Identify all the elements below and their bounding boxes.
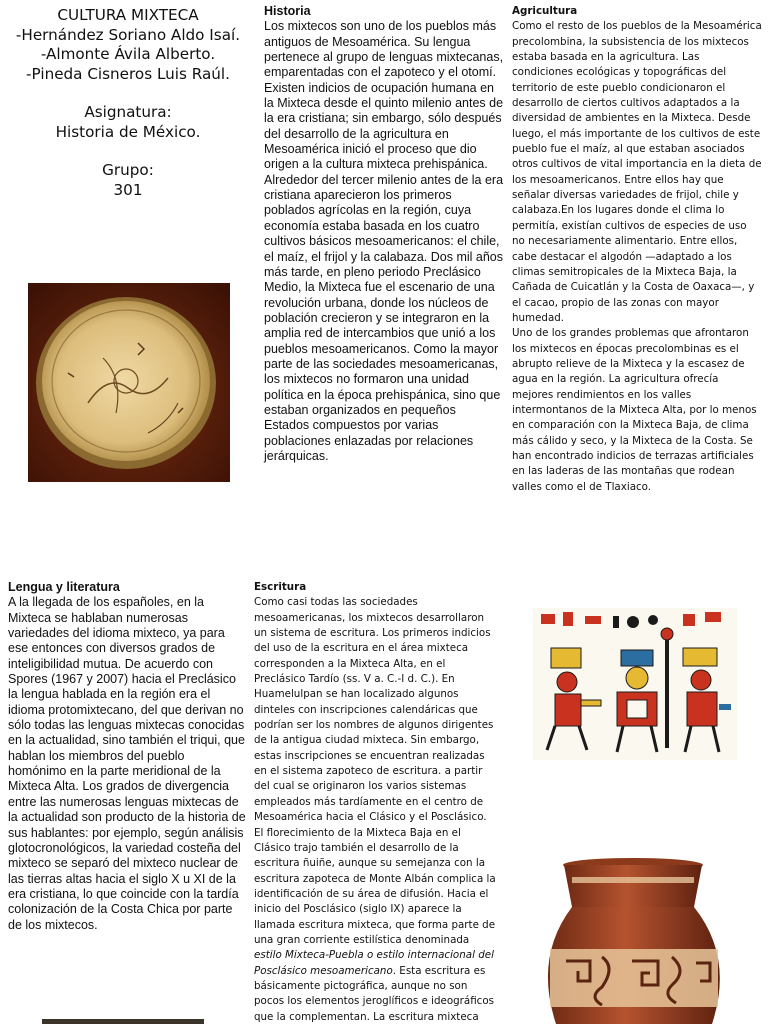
lengua-heading: Lengua y literatura xyxy=(8,580,120,594)
author-2: -Almonte Ávila Alberto. xyxy=(40,45,216,63)
author-1: -Hernández Soriano Aldo Isaí. xyxy=(15,25,241,44)
group-number: 301 xyxy=(113,180,143,199)
agricultura-paragraph-1: Como el resto de los pueblos de la Mesoamérica precolombina, la subsistencia de los mixtecos estaba basada en la agricultura. Las condiciones ecológicas y topográficas del territorio de este pueblo condicionaron el desarrollo de ciertos cultivos adaptados a la diversidad de ambientes en la Mixteca. Desde luego, el más importante de los cultivos de este pueblo fue el maíz, al que estaban asociados otros cultivos de vital importancia en la dieta de los mesoamericanos. Entre ellos hay que señalar diversas variedades de frijol, chile y calabaza.En los lugares donde el clima lo permitía, existían cultivos de especies de uso no necesariamente alimentario. Entre ellos, cabe destacar el algodón —adaptado a los climas semitropicales de la Mixteca Baja, la Cañada de Cuicatlán y la Costa de Oaxaca—, y el cacao, propio de las zonas con mayor humedad. xyxy=(512,20,762,324)
escritura-heading: Escritura xyxy=(254,581,307,593)
escritura-body-b: . Esta escritura es básicamente pictográfica, aunque no son pocos los elementos jeroglíficos e ideográficos que la complementan. La escritura mixteca xyxy=(254,964,495,1023)
subject-name: Historia de México. xyxy=(55,122,201,141)
bottom-image xyxy=(42,1019,204,1024)
bowl-image xyxy=(28,283,230,482)
escritura-body-italic: estilo Mixteca-Puebla o estilo internacional del Posclásico mesoamericano xyxy=(254,949,494,977)
historia-body: Los mixtecos son uno de los pueblos más antiguos de Mesoamérica. Su lengua pertenece al grupo de lenguas mixtecanas, emparentadas con el zapoteco y el otomí. Existen indicios de ocupación humana en la Mixteca desde el quinto milenio antes de la era cristiana; sin embargo, sólo después del desarrollo de la agricultura en Mesoamérica inició el proceso que dio origen a la cultura mixteca prehispánica. Alrededor del tercer milenio antes de la era cristiana aparecieron los primeros poblados agrícolas en la región, cuya economía estaba basada en los cuatro cultivos básicos mesoamericanos: el chile, el maíz, el frijol y la calabaza. Dos mil años más tarde, en pleno periodo Preclásico Medio, la Mixteca fue el escenario de una revolución urbana, donde los núcleos de población crecieron y se integraron en la amplia red de intercambios que unió a los pueblos mesoamericanos. Como la mayor parte de las sociedades mesoamericanas, los mixtecos no formaron una unidad política en la época prehispánica, sino que estaban organizados en pequeños Estados compuestos por varias poblaciones enlazadas por relaciones jerárquicas. xyxy=(264,19,504,463)
escritura-body-a: Como casi todas las sociedades mesoamericanas, los mixtecos desarrollaron un sistema de escritura. Los primeros indicios del uso de la escritura en el área mixteca corresponden a la Mixteca Alta, en el Preclásico Tardío (ss. V a. C.-I d. C.). En Huamelulpan se han localizado algunos dinteles con inscripciones calendáricas que podrían ser los nombres de algunos dirigentes de la antigua ciudad mixteca. Sin embargo, estas inscripciones se encuentran realizadas en el sistema zapoteco de escritura. a partir del cual se originaron los varios sistemas empleados más tardíamente en el centro de Mesoamérica hacia el Clásico y el Posclásico. El florecimiento de la Mixteca Baja en el Clásico trajo también el desarrollo de la escritura ñuiñe, aunque su semejanza con la escritura zapoteca de Monte Albán complica la identificación de su área de difusión. Hacia el inicio del Posclásico (siglo IX) aparece la llamada escritura mixteca, que forma parte de una gran corriente estilística denominada xyxy=(254,596,496,946)
lengua-section xyxy=(8,580,246,933)
group-label: Grupo: xyxy=(102,161,154,179)
vase-illustration xyxy=(536,857,732,1024)
lengua-body: A la llegada de los españoles, en la Mixteca se hablaban numerosas variedades del idioma mixteco, ya para ese entonces con diversos grados de inteligibilidad mutua. De acuerdo con Spores (1967 y 2007) hacia el Preclásico la lengua hablada en la región era el idioma protomixtecano, del que derivan no sólo todas las lenguas mixtecas conocidas en la actualidad, sino también el triqui, que hablan los miembros del pueblo homónimo en la parte meridional de la Mixteca Alta. Los grados de divergencia entre las numerosas lenguas mixtecas de la actualidad son producto de la historia de sus hablantes: por ejemplo, según análisis glotocronológicos, la variedad costeña del mixteco se separó del mixteco nuclear de las tierras altas hacia el siglo X u XI de la era cristiana, lo que coincide con la tardía colonización de la Costa Chica por parte de los mixtecos. xyxy=(8,595,246,932)
document-title: CULTURA MIXTECA xyxy=(57,6,199,24)
historia-heading: Historia xyxy=(264,4,311,18)
codex-illustration xyxy=(533,608,737,760)
agricultura-section xyxy=(512,4,762,495)
subject-label: Asignatura: xyxy=(84,103,172,121)
title-block xyxy=(0,6,256,200)
codex-image xyxy=(533,608,737,760)
escritura-body xyxy=(254,595,498,1024)
author-3: -Pineda Cisneros Luis Raúl. xyxy=(26,64,230,83)
vase-image xyxy=(536,857,732,1024)
agricultura-paragraph-2: Uno de los grandes problemas que afrontaron los mixtecos en épocas precolombinas es el abrupto relieve de la Mixteca y la escasez de agua en la región. La agricultura ofrecía mejores rendimientos en los valles intermontanos de la Mixteca Alta, por lo menos en comparación con la Mixteca Baja, de clima más cálido y seco, y la Mixteca de la Costa. Se han encontrado indicios de terrazas artificiales en las laderas de las montañas que rodean valles como el de Tlaxiaco. xyxy=(512,327,757,493)
escritura-section xyxy=(254,580,498,1024)
bowl-illustration xyxy=(28,283,230,482)
historia-section xyxy=(264,4,504,464)
agricultura-heading: Agricultura xyxy=(512,5,578,17)
